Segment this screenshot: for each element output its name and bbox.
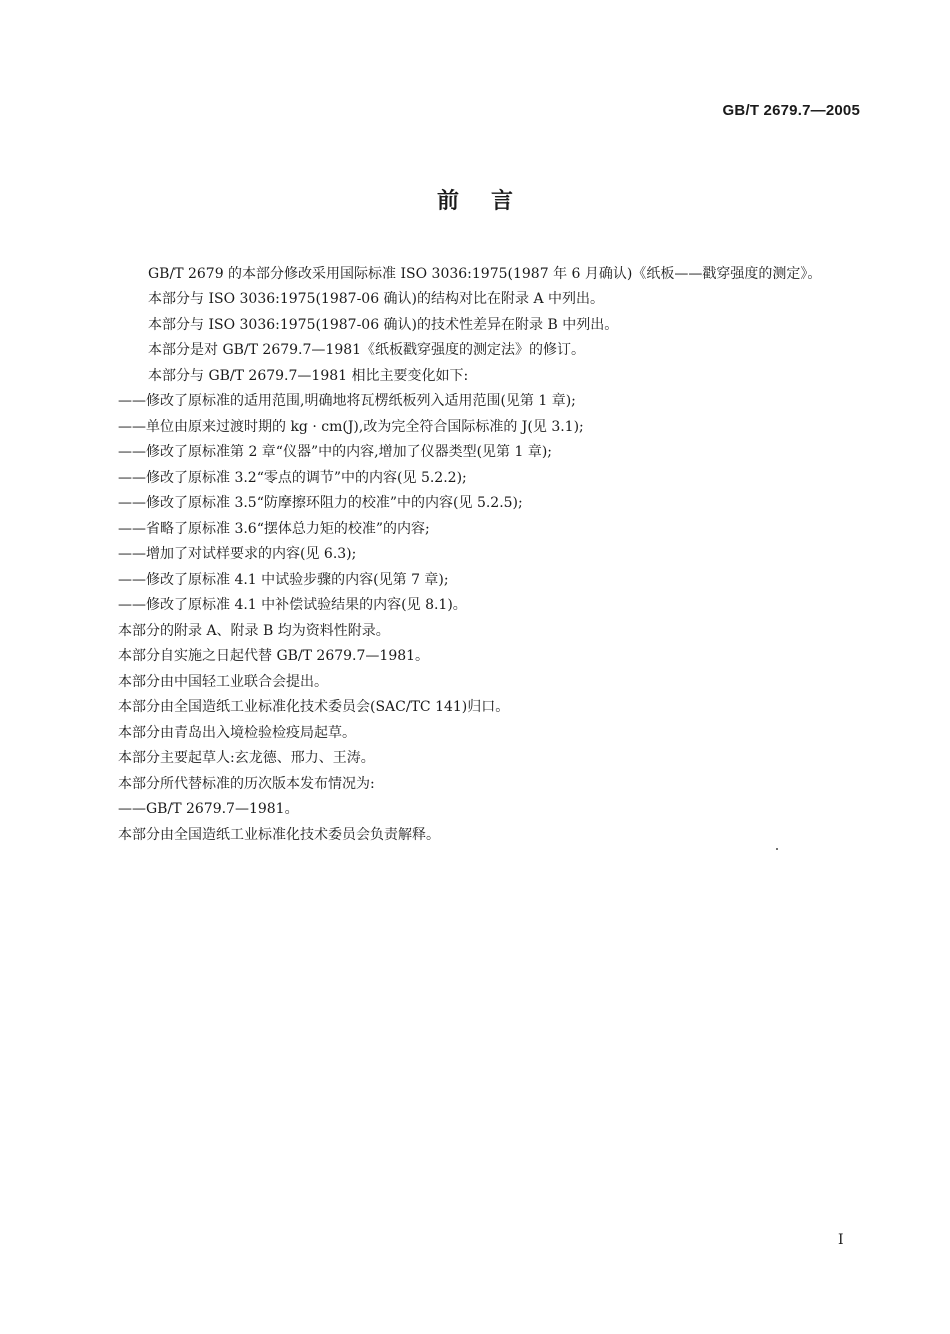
change-item: ——省略了原标准 3.6“摆体总力矩的校准”的内容; — [118, 520, 430, 537]
paragraph-annexes: 本部分的附录 A、附录 B 均为资料性附录。 — [118, 622, 390, 639]
paragraph-changes-intro: 本部分与 GB/T 2679.7—1981 相比主要变化如下: — [148, 367, 469, 384]
scan-speck — [776, 848, 778, 850]
page-number: I — [838, 1232, 844, 1248]
page-title: 前言 — [436, 189, 545, 214]
paragraph-proposed-by: 本部分由中国轻工业联合会提出。 — [118, 673, 328, 690]
change-item: ——单位由原来过渡时期的 kg · cm(J),改为完全符合国际标准的 J(见 3.1); — [118, 418, 584, 435]
preface-body — [118, 262, 860, 848]
paragraph-previous-editions: 本部分所代替标准的历次版本发布情况为: — [118, 775, 375, 792]
standard-number: GB/T 2679.7—2005 — [722, 102, 860, 119]
paragraph-drafted-by: 本部分由青岛出入境检验检疫局起草。 — [118, 724, 356, 741]
change-item: ——修改了原标准 4.1 中试验步骤的内容(见第 7 章); — [118, 571, 449, 588]
paragraph-technical-differences: 本部分与 ISO 3036:1975(1987-06 确认)的技术性差异在附录 B 中列出。 — [148, 316, 619, 333]
paragraph-centralized-by: 本部分由全国造纸工业标准化技术委员会(SAC/TC 141)归口。 — [118, 699, 510, 715]
change-item: ——修改了原标准 3.5“防摩擦环阻力的校准”中的内容(见 5.2.5); — [118, 495, 523, 511]
change-item: ——修改了原标准第 2 章“仪器”中的内容,增加了仪器类型(见第 1 章); — [118, 444, 553, 460]
paragraph-replaces: 本部分自实施之日起代替 GB/T 2679.7—1981。 — [118, 648, 430, 664]
paragraph-revision: 本部分是对 GB/T 2679.7—1981《纸板戳穿强度的测定法》的修订。 — [148, 342, 586, 358]
change-item: ——修改了原标准 4.1 中补偿试验结果的内容(见 8.1)。 — [118, 597, 467, 613]
previous-edition-item: ——GB/T 2679.7—1981。 — [118, 801, 299, 817]
change-item: ——增加了对试样要求的内容(见 6.3); — [118, 546, 357, 562]
change-item: ——修改了原标准 3.2“零点的调节”中的内容(见 5.2.2); — [118, 469, 467, 486]
paragraph-structure-comparison: 本部分与 ISO 3036:1975(1987-06 确认)的结构对比在附录 A 中列出。 — [148, 291, 605, 307]
paragraph-adoption: GB/T 2679 的本部分修改采用国际标准 ISO 3036:1975(1987 年 6 月确认)《纸板——戳穿强度的测定》。 — [148, 266, 822, 282]
paragraph-drafters: 本部分主要起草人:玄龙德、邢力、王涛。 — [118, 750, 375, 766]
change-item: ——修改了原标准的适用范围,明确地将瓦楞纸板列入适用范围(见第 1 章); — [118, 393, 576, 409]
paragraph-interpretation: 本部分由全国造纸工业标准化技术委员会负责解释。 — [118, 826, 440, 843]
